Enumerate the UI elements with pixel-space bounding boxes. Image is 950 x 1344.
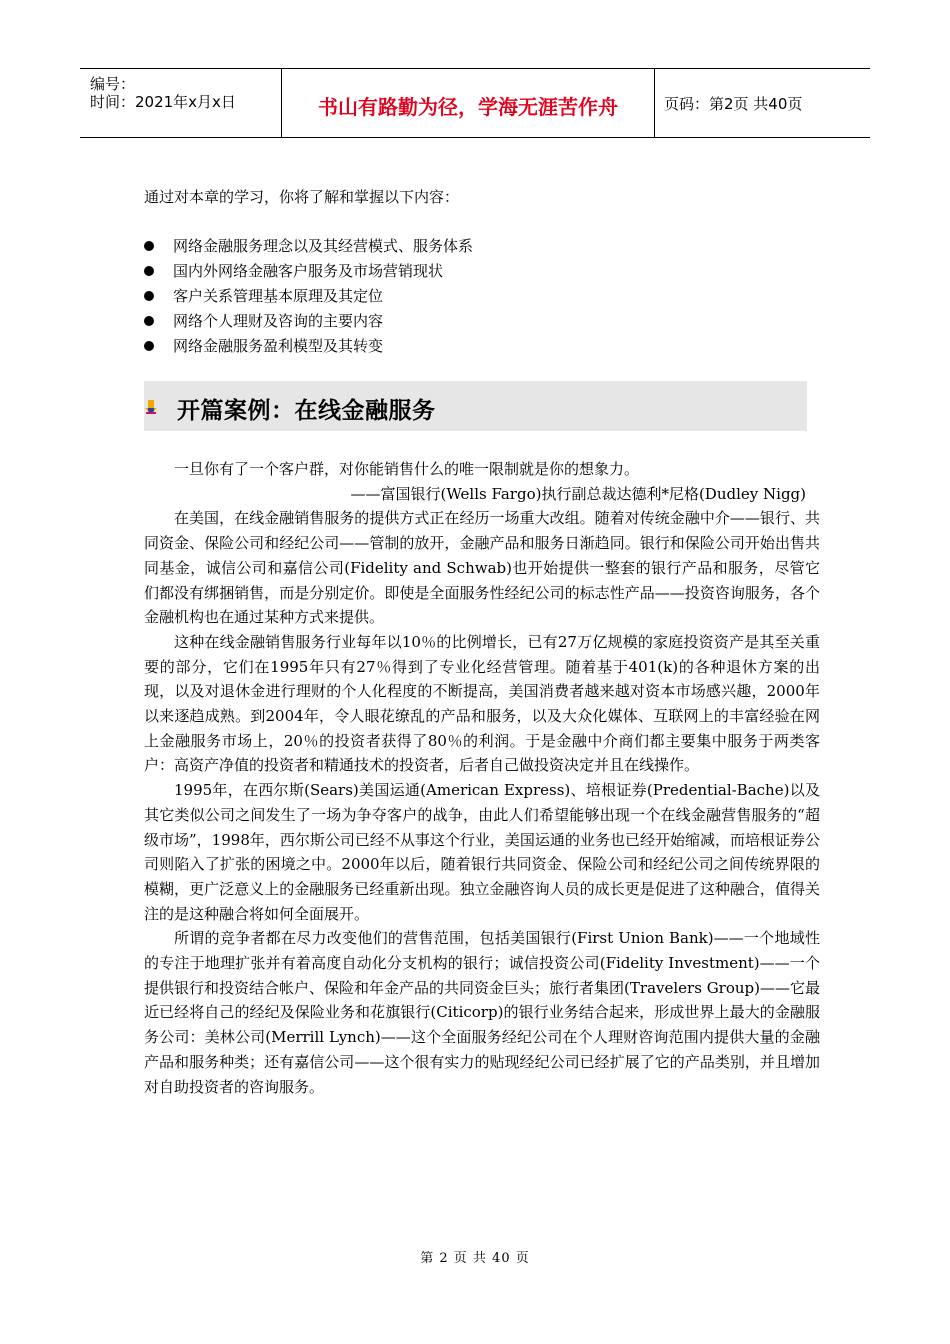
number-label: 编号： [90,75,136,93]
case-body [144,457,820,1099]
list-item: 网络个人理财及咨询的主要内容 [144,309,473,334]
quote-attribution: ——富国银行(Wells Fargo)执行副总裁达德利*尼格(Dudley Nigg) [350,484,806,503]
motto: 书山有路勤为径，学海无涯苦作舟 [318,95,618,119]
case-heading-bar [144,381,807,431]
paragraph: 这种在线金融销售服务行业每年以10％的比例增长，已有27万亿规模的家庭投资资产是其至关重要的部分，它们在1995年只有27％得到了专业化经营管理。随着基于401(k)的各种退休方案的出现，以及对退休金进行理财的个人化程度的不断提高，美国消费者越来越对资本市场感兴趣，2000年以来逐趋成熟。到2004年，令人眼花缭乱的产品和服务，以及大众化媒体、互联网上的丰富经验在网上金融服务市场上，20％的投资者获得了80％的利润。于是金融中介商们都主要集中服务于两类客户：高资产净值的投资者和精通技术的投资者，后者自己做投资决定并且在线操作。 [144,632,820,775]
bullet-icon [144,266,154,276]
page-header [80,68,870,138]
objectives-list [144,234,473,359]
paragraph: 1995年，在西尔斯(Sears)美国运通(American Express)、培根证券(Predential-Bache)以及其它类似公司之间发生了一场为争夺客户的战争，由此人们希望能够出现一个在线金融营售服务的“超级市场”，1998年，西尔斯公司已经不从事这个行业，美国运通的业务也已经开始缩减，而培根证券公司则陷入了扩张的困境之中。2000年以后，随着银行共同资金、保险公司和经纪公司之间传统界限的模糊，更广泛意义上的金融服务已经重新出现。独立金融咨询人员的成长更是促进了这种融合，值得关注的是这种融合将如何全面展开。 [144,781,820,923]
case-title: 开篇案例：在线金融服务 [177,398,436,424]
list-item: 网络金融服务理念以及其经营模式、服务体系 [144,234,473,259]
list-item: 网络金融服务盈利模型及其转变 [144,334,473,359]
bullet-icon [144,291,154,301]
bullet-icon [144,241,154,251]
header-info-cell [80,69,281,137]
page-footer: 第 2 页 共 40 页 [420,1251,530,1266]
paragraph: 所谓的竞争者都在尽力改变他们的营售范围，包括美国银行(First Union Bank)——一个地域性的专注于地理扩张并有着高度自动化分支机构的银行；诚信投资公司(Fidelity Investment)——一个提供银行和投资结合帐户、保险和年金产品的共同资金巨头；旅行者集团(Travelers Group)——它最近已经将自己的经纪及保险业务和花旗银行(Citicorp)的银行业务结合起来，形成世界上最大的金融服务公司：美林公司(Merrill Lynch)——这个全面服务经纪公司在个人理财咨询范围内提供大量的金融产品和服务种类；还有嘉信公司——这个很有实力的贴现经纪公司已经扩展了它的产品类别，并且增加对自助投资者的咨询服务。 [144,929,820,1096]
quote: 一旦你有了一个客户群，对你能销售什么的唯一限制就是你的想象力。 [174,460,640,478]
header-motto-cell [281,69,655,137]
bullet-icon [144,316,154,326]
bullet-icon [144,341,154,351]
intro-text: 通过对本章的学习，你将了解和掌握以下内容： [144,188,460,206]
list-item: 国内外网络金融客户服务及市场营销现状 [144,259,473,284]
list-item: 客户关系管理基本原理及其定位 [144,284,473,309]
header-page-cell [655,69,870,137]
date-label: 时间：2021年x月x日 [90,93,236,111]
page-label: 页码：第2页 共40页 [664,95,803,113]
down-arrow-icon [144,399,158,415]
paragraph: 在美国，在线金融销售服务的提供方式正在经历一场重大改组。随着对传统金融中介——银行、共同资金、保险公司和经纪公司——管制的放开，金融产品和服务日渐趋同。银行和保险公司开始出售共同基金，诚信公司和嘉信公司(Fidelity and Schwab)也开始提供一整套的银行产品和服务，尽管它们都没有绑捆销售，而是分别定价。即使是全面服务性经纪公司的标志性产品——投资咨询服务，各个金融机构也在通过某种方式来提供。 [144,509,820,627]
